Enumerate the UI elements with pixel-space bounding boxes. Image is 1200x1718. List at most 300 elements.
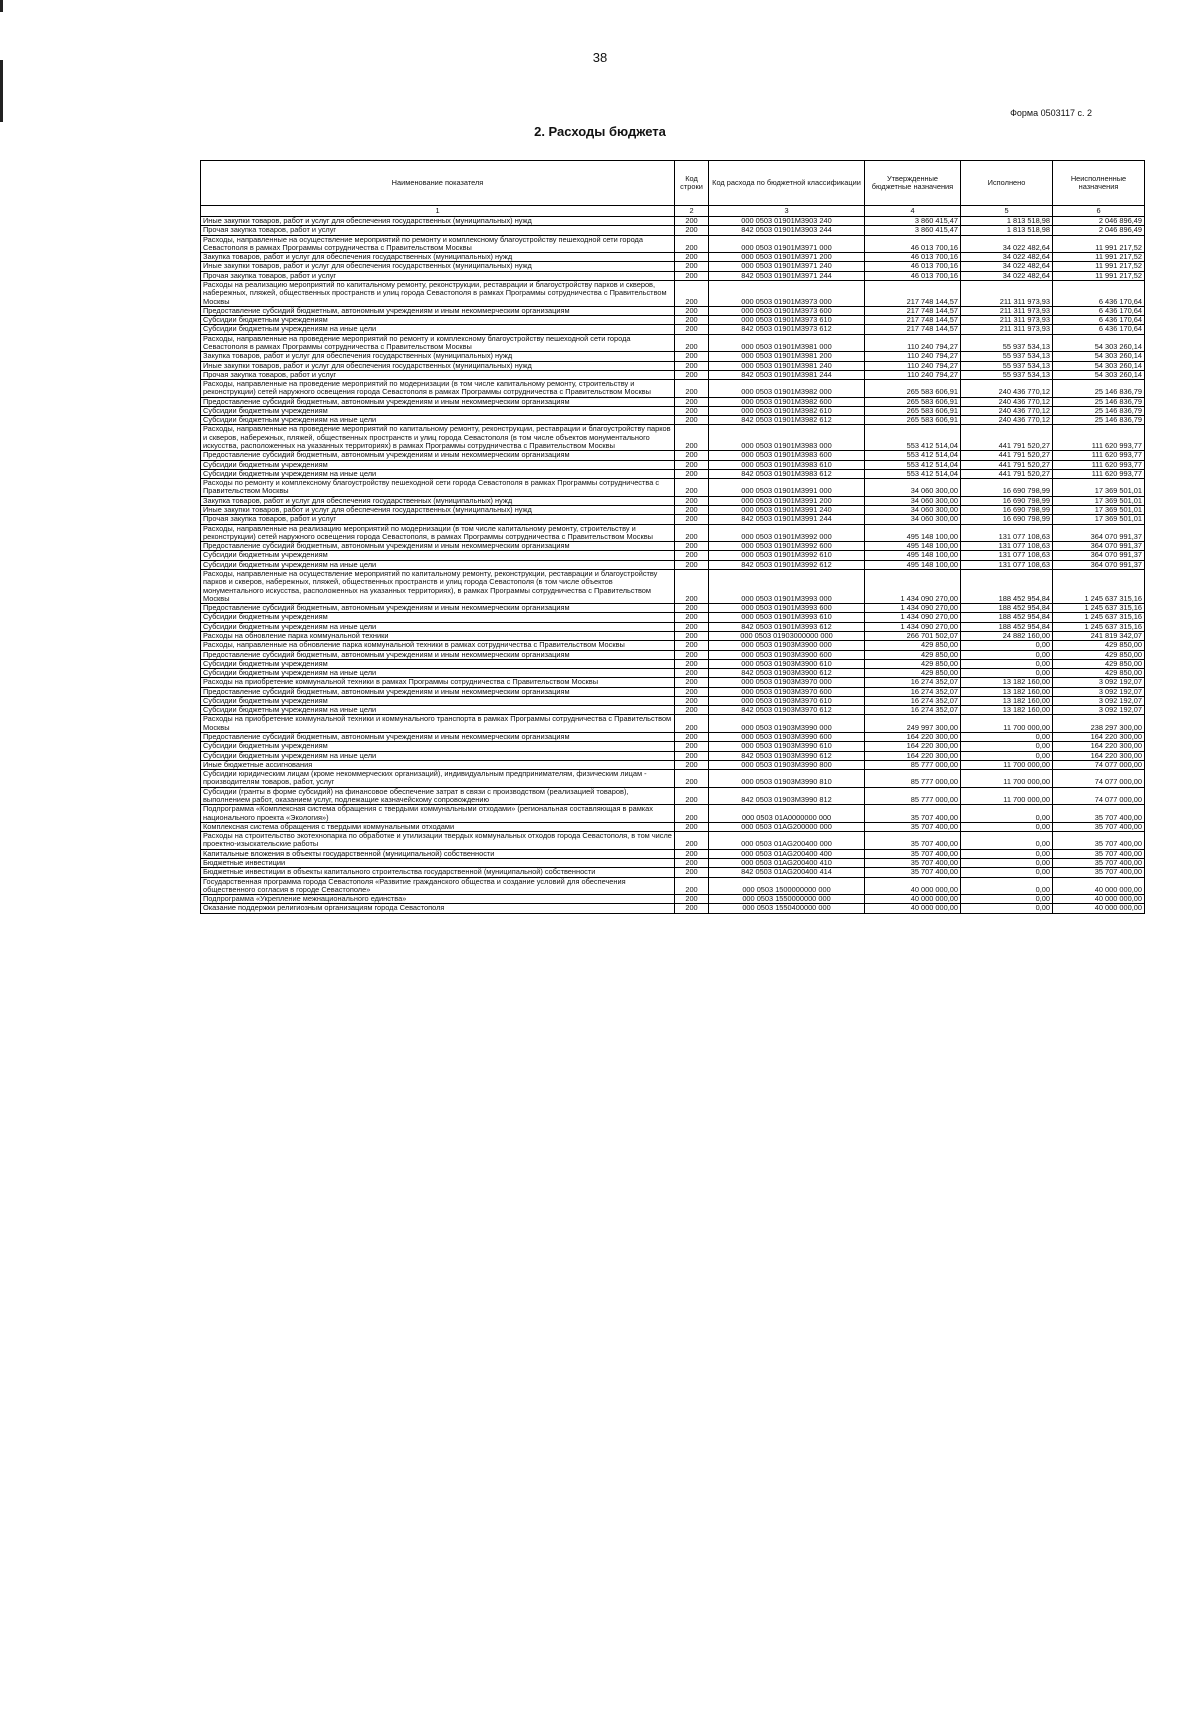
row-unexecuted: 164 220 300,00 xyxy=(1053,742,1145,751)
row-executed: 211 311 973,93 xyxy=(961,306,1053,315)
row-name: Предоставление субсидий бюджетным, автономным учреждениям и иным некоммерческим организациям xyxy=(201,306,675,315)
row-classification-code: 000 0503 01903М3970 610 xyxy=(709,696,865,705)
row-classification-code: 000 0503 01901М3971 240 xyxy=(709,262,865,271)
row-unexecuted: 17 369 501,01 xyxy=(1053,496,1145,505)
row-unexecuted: 35 707 400,00 xyxy=(1053,822,1145,831)
row-executed: 188 452 954,84 xyxy=(961,569,1053,603)
row-classification-code: 842 0503 01901М3993 612 xyxy=(709,622,865,631)
row-unexecuted: 54 303 260,14 xyxy=(1053,352,1145,361)
row-name: Субсидии бюджетным учреждениям xyxy=(201,551,675,560)
row-approved: 110 240 794,27 xyxy=(865,352,961,361)
row-unexecuted: 35 707 400,00 xyxy=(1053,868,1145,877)
row-line-code: 200 xyxy=(675,715,709,733)
row-unexecuted: 1 245 637 315,16 xyxy=(1053,622,1145,631)
row-name: Закупка товаров, работ и услуг для обеспечения государственных (муниципальных) нужд xyxy=(201,253,675,262)
row-unexecuted: 11 991 217,52 xyxy=(1053,235,1145,253)
row-executed: 188 452 954,84 xyxy=(961,622,1053,631)
row-line-code: 200 xyxy=(675,515,709,524)
row-line-code: 200 xyxy=(675,631,709,640)
row-approved: 16 274 352,07 xyxy=(865,687,961,696)
row-approved: 553 412 514,04 xyxy=(865,460,961,469)
row-line-code: 200 xyxy=(675,742,709,751)
row-line-code: 200 xyxy=(675,868,709,877)
row-executed: 0,00 xyxy=(961,868,1053,877)
row-line-code: 200 xyxy=(675,641,709,650)
row-name: Иные закупки товаров, работ и услуг для обеспечения государственных (муниципальных) нужд xyxy=(201,262,675,271)
row-executed: 0,00 xyxy=(961,733,1053,742)
table-row xyxy=(201,770,1145,788)
row-classification-code: 842 0503 01903М3990 612 xyxy=(709,751,865,760)
table-row xyxy=(201,868,1145,877)
row-classification-code: 000 0503 1550000000 000 xyxy=(709,895,865,904)
row-classification-code: 842 0503 01901М3983 612 xyxy=(709,469,865,478)
row-name: Субсидии бюджетным учреждениям на иные цели xyxy=(201,560,675,569)
row-executed: 211 311 973,93 xyxy=(961,325,1053,334)
row-approved: 495 148 100,00 xyxy=(865,524,961,542)
header-unexecuted: Неисполненные назначения xyxy=(1053,161,1145,206)
row-line-code: 200 xyxy=(675,306,709,315)
row-name: Предоставление субсидий бюджетным, автономным учреждениям и иным некоммерческим организациям xyxy=(201,650,675,659)
row-classification-code: 000 0503 01901М3982 000 xyxy=(709,380,865,398)
row-line-code: 200 xyxy=(675,271,709,280)
row-name: Закупка товаров, работ и услуг для обеспечения государственных (муниципальных) нужд xyxy=(201,352,675,361)
row-executed: 240 436 770,12 xyxy=(961,406,1053,415)
row-classification-code: 000 0503 01901М3973 610 xyxy=(709,316,865,325)
row-classification-code: 000 0503 01901М3983 610 xyxy=(709,460,865,469)
row-unexecuted: 6 436 170,64 xyxy=(1053,316,1145,325)
row-line-code: 200 xyxy=(675,569,709,603)
row-name: Расходы, направленные на реализацию мероприятий по модернизации (в том числе капитальному ремонту, строительству и реконструкции) сетей наружного освещения города Севастополя, в рамках Программы сотрудничества с Правительством Москвы xyxy=(201,524,675,542)
table-row xyxy=(201,524,1145,542)
row-unexecuted: 164 220 300,00 xyxy=(1053,733,1145,742)
row-name: Прочая закупка товаров, работ и услуг xyxy=(201,370,675,379)
row-name: Субсидии бюджетным учреждениям xyxy=(201,696,675,705)
row-unexecuted: 364 070 991,37 xyxy=(1053,524,1145,542)
row-approved: 35 707 400,00 xyxy=(865,805,961,823)
table-row xyxy=(201,479,1145,497)
row-line-code: 200 xyxy=(675,425,709,451)
row-name: Субсидии бюджетным учреждениям на иные цели xyxy=(201,669,675,678)
row-line-code: 200 xyxy=(675,678,709,687)
table-row xyxy=(201,217,1145,226)
row-name: Субсидии юридическим лицам (кроме некоммерческих организаций), индивидуальным предпринимателям, физическим лицам - производителям товаров, работ, услуг xyxy=(201,770,675,788)
row-unexecuted: 3 092 192,07 xyxy=(1053,678,1145,687)
row-classification-code: 842 0503 01АG200400 414 xyxy=(709,868,865,877)
row-classification-code: 842 0503 01903М3900 612 xyxy=(709,669,865,678)
row-line-code: 200 xyxy=(675,262,709,271)
budget-expenses-table xyxy=(200,160,1145,914)
row-classification-code: 000 0503 01901М3983 000 xyxy=(709,425,865,451)
row-line-code: 200 xyxy=(675,469,709,478)
row-unexecuted: 11 991 217,52 xyxy=(1053,253,1145,262)
table-row xyxy=(201,397,1145,406)
row-line-code: 200 xyxy=(675,805,709,823)
table-row xyxy=(201,226,1145,235)
row-name: Расходы, направленные на проведение мероприятий по капитальному ремонту, реконструкции, реставрации и благоустройству парков и скверов, набережных, пляжей, общественных пространств и улиц города Севастополя (в том числе объектов монументального искусства, расположенных на указанных территориях) в рамках Программы сотрудничества с Правительством Москвы xyxy=(201,425,675,451)
row-approved: 16 274 352,07 xyxy=(865,696,961,705)
row-approved: 1 434 090 270,00 xyxy=(865,604,961,613)
row-name: Расходы, направленные на проведение мероприятий по модернизации (в том числе капитальному ремонту, строительству и реконструкции) сетей наружного освещения города Севастополя в рамках Программы сотрудничества с Правительством Москвы xyxy=(201,380,675,398)
row-classification-code: 842 0503 01903М3970 612 xyxy=(709,706,865,715)
header-approved: Утвержденные бюджетные назначения xyxy=(865,161,961,206)
row-unexecuted: 3 092 192,07 xyxy=(1053,687,1145,696)
row-executed: 0,00 xyxy=(961,805,1053,823)
row-line-code: 200 xyxy=(675,542,709,551)
column-number: 4 xyxy=(865,206,961,217)
row-classification-code: 000 0503 01901М3992 610 xyxy=(709,551,865,560)
row-executed: 0,00 xyxy=(961,659,1053,668)
row-unexecuted: 6 436 170,64 xyxy=(1053,325,1145,334)
row-name: Капитальные вложения в объекты государственной (муниципальной) собственности xyxy=(201,849,675,858)
row-unexecuted: 1 245 637 315,16 xyxy=(1053,613,1145,622)
row-executed: 0,00 xyxy=(961,751,1053,760)
row-approved: 35 707 400,00 xyxy=(865,832,961,850)
row-approved: 35 707 400,00 xyxy=(865,849,961,858)
table-row xyxy=(201,832,1145,850)
row-unexecuted: 35 707 400,00 xyxy=(1053,832,1145,850)
row-name: Расходы, направленные на обновление парка коммунальной техники в рамках сотрудничества с Правительством Москвы xyxy=(201,641,675,650)
row-approved: 265 583 606,91 xyxy=(865,397,961,406)
row-approved: 46 013 700,16 xyxy=(865,235,961,253)
row-name: Расходы по ремонту и комплексному благоустройству пешеходной сети города Севастополя в рамках Программы сотрудничества с Правительством Москвы xyxy=(201,479,675,497)
row-unexecuted: 40 000 000,00 xyxy=(1053,895,1145,904)
row-unexecuted: 364 070 991,37 xyxy=(1053,560,1145,569)
row-approved: 85 777 000,00 xyxy=(865,770,961,788)
row-line-code: 200 xyxy=(675,770,709,788)
table-row xyxy=(201,733,1145,742)
row-line-code: 200 xyxy=(675,696,709,705)
row-unexecuted: 25 146 836,79 xyxy=(1053,397,1145,406)
row-line-code: 200 xyxy=(675,235,709,253)
row-classification-code: 000 0503 1500000000 000 xyxy=(709,877,865,895)
row-unexecuted: 429 850,00 xyxy=(1053,669,1145,678)
row-unexecuted: 111 620 993,77 xyxy=(1053,451,1145,460)
row-name: Расходы на реализацию мероприятий по капитальному ремонту, реконструкции, реставрации и благоустройству парков и скверов, набережных, пляжей, общественных пространств и улиц города Севастополя в рамках Программы сотрудничества с Правительством Москвы xyxy=(201,280,675,306)
row-classification-code: 000 0503 01901М3993 000 xyxy=(709,569,865,603)
row-classification-code: 000 0503 01901М3903 240 xyxy=(709,217,865,226)
row-classification-code: 000 0503 01901М3991 240 xyxy=(709,506,865,515)
row-name: Оказание поддержки религиозным организациям города Севастополя xyxy=(201,904,675,913)
row-classification-code: 842 0503 01901М3982 612 xyxy=(709,416,865,425)
row-classification-code: 842 0503 01901М3973 612 xyxy=(709,325,865,334)
row-executed: 1 813 518,98 xyxy=(961,226,1053,235)
table-row xyxy=(201,451,1145,460)
row-executed: 13 182 160,00 xyxy=(961,687,1053,696)
row-line-code: 200 xyxy=(675,280,709,306)
row-unexecuted: 35 707 400,00 xyxy=(1053,805,1145,823)
row-classification-code: 842 0503 01901М3903 244 xyxy=(709,226,865,235)
row-approved: 85 777 000,00 xyxy=(865,787,961,805)
row-name: Прочая закупка товаров, работ и услуг xyxy=(201,226,675,235)
row-executed: 441 791 520,27 xyxy=(961,469,1053,478)
row-unexecuted: 2 046 896,49 xyxy=(1053,217,1145,226)
row-approved: 266 701 502,07 xyxy=(865,631,961,640)
row-classification-code: 000 0503 01903М3990 800 xyxy=(709,760,865,769)
row-line-code: 200 xyxy=(675,352,709,361)
row-name: Расходы на строительство экотехнопарка по обработке и утилизации твердых коммунальных отходов города Севастополя, в том числе проектно-изыскательские работы xyxy=(201,832,675,850)
row-executed: 11 700 000,00 xyxy=(961,787,1053,805)
row-line-code: 200 xyxy=(675,506,709,515)
row-name: Расходы на приобретение коммунальной техники в рамках Программы сотрудничества с Правительством Москвы xyxy=(201,678,675,687)
column-number: 6 xyxy=(1053,206,1145,217)
row-executed: 55 937 534,13 xyxy=(961,370,1053,379)
row-classification-code: 000 0503 01901М3973 000 xyxy=(709,280,865,306)
row-unexecuted: 111 620 993,77 xyxy=(1053,460,1145,469)
row-approved: 110 240 794,27 xyxy=(865,334,961,352)
table-row xyxy=(201,325,1145,334)
row-name: Расходы, направленные на проведение мероприятий по ремонту и комплексному благоустройству пешеходной сети города Севастополя в рамках Программы сотрудничества с Правительством Москвы xyxy=(201,334,675,352)
row-approved: 40 000 000,00 xyxy=(865,877,961,895)
row-line-code: 200 xyxy=(675,706,709,715)
row-approved: 3 860 415,47 xyxy=(865,217,961,226)
row-executed: 1 813 518,98 xyxy=(961,217,1053,226)
row-unexecuted: 364 070 991,37 xyxy=(1053,551,1145,560)
row-name: Предоставление субсидий бюджетным, автономным учреждениям и иным некоммерческим организациям xyxy=(201,687,675,696)
row-unexecuted: 6 436 170,64 xyxy=(1053,306,1145,315)
header-indicator-name: Наименование показателя xyxy=(201,161,675,206)
row-approved: 553 412 514,04 xyxy=(865,425,961,451)
row-name: Иные бюджетные ассигнования xyxy=(201,760,675,769)
row-classification-code: 000 0503 01АG200400 400 xyxy=(709,849,865,858)
row-unexecuted: 6 436 170,64 xyxy=(1053,280,1145,306)
row-classification-code: 000 0503 01901М3971 000 xyxy=(709,235,865,253)
row-line-code: 200 xyxy=(675,760,709,769)
row-name: Бюджетные инвестиции xyxy=(201,858,675,867)
table-row xyxy=(201,877,1145,895)
table-row xyxy=(201,352,1145,361)
row-line-code: 200 xyxy=(675,334,709,352)
row-classification-code: 000 0503 01901М3991 000 xyxy=(709,479,865,497)
row-line-code: 200 xyxy=(675,416,709,425)
row-unexecuted: 74 077 000,00 xyxy=(1053,770,1145,788)
row-approved: 217 748 144,57 xyxy=(865,280,961,306)
row-approved: 34 060 300,00 xyxy=(865,515,961,524)
row-executed: 16 690 798,99 xyxy=(961,515,1053,524)
row-approved: 164 220 300,00 xyxy=(865,733,961,742)
row-line-code: 200 xyxy=(675,496,709,505)
table-row xyxy=(201,613,1145,622)
row-executed: 0,00 xyxy=(961,650,1053,659)
row-name: Бюджетные инвестиции в объекты капитального строительства государственной (муниципальной) собственности xyxy=(201,868,675,877)
row-executed: 34 022 482,64 xyxy=(961,253,1053,262)
table-row xyxy=(201,361,1145,370)
row-line-code: 200 xyxy=(675,325,709,334)
row-classification-code: 000 0503 01901М3993 610 xyxy=(709,613,865,622)
row-unexecuted: 25 146 836,79 xyxy=(1053,416,1145,425)
row-line-code: 200 xyxy=(675,877,709,895)
row-classification-code: 000 0503 01901М3992 000 xyxy=(709,524,865,542)
row-classification-code: 000 0503 01АG200400 410 xyxy=(709,858,865,867)
row-unexecuted: 3 092 192,07 xyxy=(1053,706,1145,715)
row-unexecuted: 74 077 000,00 xyxy=(1053,787,1145,805)
row-executed: 16 690 798,99 xyxy=(961,496,1053,505)
row-approved: 35 707 400,00 xyxy=(865,858,961,867)
form-code: Форма 0503117 с. 2 xyxy=(1010,108,1092,118)
row-name: Государственная программа города Севастополя «Развитие гражданского общества и создание условий для обеспечения общественного согласия в городе Севастополе» xyxy=(201,877,675,895)
row-name: Субсидии бюджетным учреждениям xyxy=(201,406,675,415)
row-classification-code: 000 0503 01901М3991 200 xyxy=(709,496,865,505)
row-unexecuted: 238 297 300,00 xyxy=(1053,715,1145,733)
table-row xyxy=(201,460,1145,469)
row-executed: 13 182 160,00 xyxy=(961,678,1053,687)
row-line-code: 200 xyxy=(675,858,709,867)
table-row xyxy=(201,641,1145,650)
row-name: Расходы на приобретение коммунальной техники и коммунального транспорта в рамках Программы сотрудничества с Правительством Москвы xyxy=(201,715,675,733)
table-row xyxy=(201,380,1145,398)
row-name: Субсидии бюджетным учреждениям на иные цели xyxy=(201,325,675,334)
row-name: Субсидии (гранты в форме субсидий) на финансовое обеспечение затрат в связи с производством (реализацией товаров), выполнением работ, оказанием услуг, подлежащие казначейскому сопровождению xyxy=(201,787,675,805)
row-classification-code: 000 0503 01901М3981 240 xyxy=(709,361,865,370)
row-unexecuted: 25 146 836,79 xyxy=(1053,406,1145,415)
row-line-code: 200 xyxy=(675,316,709,325)
row-unexecuted: 17 369 501,01 xyxy=(1053,479,1145,497)
row-line-code: 200 xyxy=(675,226,709,235)
row-unexecuted: 35 707 400,00 xyxy=(1053,858,1145,867)
row-classification-code: 000 0503 01901М3983 600 xyxy=(709,451,865,460)
row-approved: 265 583 606,91 xyxy=(865,380,961,398)
row-line-code: 200 xyxy=(675,849,709,858)
row-classification-code: 842 0503 01901М3981 244 xyxy=(709,370,865,379)
row-classification-code: 000 0503 01А0000000 000 xyxy=(709,805,865,823)
table-row xyxy=(201,751,1145,760)
row-name: Расходы, направленные на осуществление мероприятий по капитальному ремонту, реконструкции, реставрации и благоустройству парков и скверов, набережных, пляжей, общественных пространств и улиц города Севастополя (в том числе объектов монументального искусства, расположенных на указанных территориях), в рамках Программы сотрудничества с Правительством Москвы xyxy=(201,569,675,603)
row-approved: 46 013 700,16 xyxy=(865,253,961,262)
row-unexecuted: 429 850,00 xyxy=(1053,641,1145,650)
row-executed: 11 700 000,00 xyxy=(961,770,1053,788)
row-executed: 55 937 534,13 xyxy=(961,352,1053,361)
row-line-code: 200 xyxy=(675,551,709,560)
row-approved: 265 583 606,91 xyxy=(865,406,961,415)
row-approved: 429 850,00 xyxy=(865,650,961,659)
row-unexecuted: 17 369 501,01 xyxy=(1053,506,1145,515)
row-name: Предоставление субсидий бюджетным, автономным учреждениям и иным некоммерческим организациям xyxy=(201,397,675,406)
table-row xyxy=(201,334,1145,352)
row-name: Иные закупки товаров, работ и услуг для обеспечения государственных (муниципальных) нужд xyxy=(201,506,675,515)
row-unexecuted: 429 850,00 xyxy=(1053,650,1145,659)
row-executed: 211 311 973,93 xyxy=(961,316,1053,325)
row-classification-code: 000 0503 01903М3900 610 xyxy=(709,659,865,668)
row-approved: 34 060 300,00 xyxy=(865,496,961,505)
row-line-code: 200 xyxy=(675,622,709,631)
row-classification-code: 000 0503 01901М3981 200 xyxy=(709,352,865,361)
row-approved: 46 013 700,16 xyxy=(865,262,961,271)
row-classification-code: 000 0503 01903М3900 000 xyxy=(709,641,865,650)
page-number: 38 xyxy=(592,50,608,65)
row-executed: 16 690 798,99 xyxy=(961,506,1053,515)
row-name: Субсидии бюджетным учреждениям xyxy=(201,460,675,469)
row-unexecuted: 11 991 217,52 xyxy=(1053,271,1145,280)
row-classification-code: 000 0503 01903М3990 600 xyxy=(709,733,865,742)
row-approved: 16 274 352,07 xyxy=(865,678,961,687)
row-name: Подпрограмма «Комплексная система обращения с твердыми коммунальными отходами» (региональная составляющая в рамках национального проекта «Экология») xyxy=(201,805,675,823)
row-classification-code: 000 0503 01901М3993 600 xyxy=(709,604,865,613)
row-classification-code: 842 0503 01903М3990 812 xyxy=(709,787,865,805)
header-line-code: Код строки xyxy=(675,161,709,206)
table-row xyxy=(201,515,1145,524)
row-approved: 40 000 000,00 xyxy=(865,895,961,904)
table-row xyxy=(201,904,1145,913)
row-name: Субсидии бюджетным учреждениям xyxy=(201,659,675,668)
scan-edge-mark xyxy=(0,0,3,12)
row-executed: 131 077 108,63 xyxy=(961,524,1053,542)
table-row xyxy=(201,805,1145,823)
row-name: Предоставление субсидий бюджетным, автономным учреждениям и иным некоммерческим организациям xyxy=(201,542,675,551)
row-classification-code: 000 0503 01903М3990 810 xyxy=(709,770,865,788)
row-classification-code: 000 0503 1550400000 000 xyxy=(709,904,865,913)
row-classification-code: 842 0503 01901М3971 244 xyxy=(709,271,865,280)
row-approved: 40 000 000,00 xyxy=(865,904,961,913)
row-approved: 46 013 700,16 xyxy=(865,271,961,280)
row-name: Иные закупки товаров, работ и услуг для обеспечения государственных (муниципальных) нужд xyxy=(201,361,675,370)
row-name: Подпрограмма «Укрепление межнационального единства» xyxy=(201,895,675,904)
section-title: 2. Расходы бюджета xyxy=(534,124,666,139)
table-row xyxy=(201,787,1145,805)
row-line-code: 200 xyxy=(675,451,709,460)
row-name: Субсидии бюджетным учреждениям xyxy=(201,742,675,751)
row-executed: 55 937 534,13 xyxy=(961,361,1053,370)
row-unexecuted: 74 077 000,00 xyxy=(1053,760,1145,769)
row-approved: 217 748 144,57 xyxy=(865,316,961,325)
row-name: Предоставление субсидий бюджетным, автономным учреждениям и иным некоммерческим организациям xyxy=(201,733,675,742)
row-line-code: 200 xyxy=(675,895,709,904)
row-executed: 0,00 xyxy=(961,904,1053,913)
row-executed: 34 022 482,64 xyxy=(961,262,1053,271)
row-line-code: 200 xyxy=(675,217,709,226)
row-line-code: 200 xyxy=(675,397,709,406)
row-name: Предоставление субсидий бюджетным, автономным учреждениям и иным некоммерческим организациям xyxy=(201,451,675,460)
row-approved: 110 240 794,27 xyxy=(865,361,961,370)
row-approved: 495 148 100,00 xyxy=(865,542,961,551)
row-approved: 429 850,00 xyxy=(865,669,961,678)
row-approved: 164 220 300,00 xyxy=(865,751,961,760)
row-classification-code: 000 0503 01903М3990 610 xyxy=(709,742,865,751)
row-executed: 0,00 xyxy=(961,742,1053,751)
row-classification-code: 842 0503 01901М3992 612 xyxy=(709,560,865,569)
row-executed: 211 311 973,93 xyxy=(961,280,1053,306)
row-approved: 1 434 090 270,00 xyxy=(865,613,961,622)
row-name: Предоставление субсидий бюджетным, автономным учреждениям и иным некоммерческим организациям xyxy=(201,604,675,613)
row-unexecuted: 241 819 342,07 xyxy=(1053,631,1145,640)
row-unexecuted: 429 850,00 xyxy=(1053,659,1145,668)
row-unexecuted: 17 369 501,01 xyxy=(1053,515,1145,524)
row-approved: 16 274 352,07 xyxy=(865,706,961,715)
row-line-code: 200 xyxy=(675,613,709,622)
row-executed: 240 436 770,12 xyxy=(961,397,1053,406)
row-line-code: 200 xyxy=(675,687,709,696)
row-line-code: 200 xyxy=(675,669,709,678)
row-executed: 13 182 160,00 xyxy=(961,706,1053,715)
column-number: 5 xyxy=(961,206,1053,217)
row-line-code: 200 xyxy=(675,733,709,742)
table-row xyxy=(201,678,1145,687)
row-classification-code: 000 0503 01АG200000 000 xyxy=(709,822,865,831)
row-classification-code: 000 0503 01901М3982 600 xyxy=(709,397,865,406)
row-approved: 164 220 300,00 xyxy=(865,742,961,751)
row-classification-code: 000 0503 01903М3970 000 xyxy=(709,678,865,687)
row-approved: 217 748 144,57 xyxy=(865,306,961,315)
row-name: Прочая закупка товаров, работ и услуг xyxy=(201,515,675,524)
header-row xyxy=(201,161,1145,206)
row-unexecuted: 54 303 260,14 xyxy=(1053,370,1145,379)
row-unexecuted: 25 146 836,79 xyxy=(1053,380,1145,398)
row-name: Субсидии бюджетным учреждениям xyxy=(201,316,675,325)
row-executed: 55 937 534,13 xyxy=(961,334,1053,352)
row-unexecuted: 111 620 993,77 xyxy=(1053,469,1145,478)
row-classification-code: 000 0503 01903М3970 600 xyxy=(709,687,865,696)
row-classification-code: 000 0503 01903М3990 000 xyxy=(709,715,865,733)
row-classification-code: 000 0503 01903000000 000 xyxy=(709,631,865,640)
row-approved: 85 777 000,00 xyxy=(865,760,961,769)
